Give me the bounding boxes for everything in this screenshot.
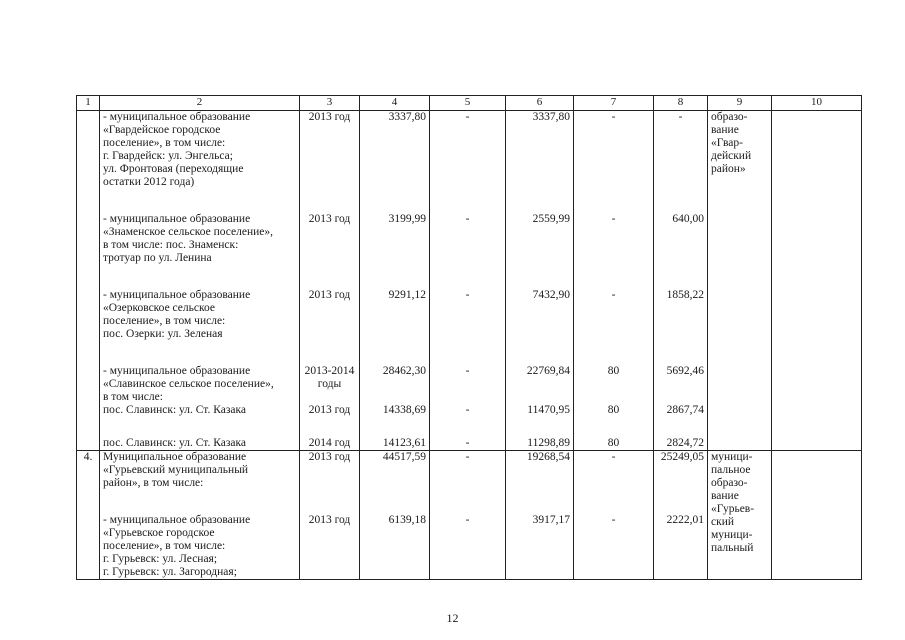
value-text: 9291,12: [388, 289, 426, 301]
value-text: -: [678, 111, 683, 123]
header-cell: 4: [360, 96, 430, 111]
header-cell: 3: [300, 96, 360, 111]
value-text: 14123,61: [382, 437, 426, 449]
value-text: -: [465, 514, 470, 526]
value-cell: [574, 451, 654, 580]
header-cell: 7: [574, 96, 654, 111]
value-text: -: [611, 289, 616, 301]
header-cell: 9: [708, 96, 772, 111]
value-text: 11298,89: [527, 437, 570, 449]
name-text: - муниципальное образование «Гурьевское городское поселение», в том числе: г. Гурьевск: ул. Лесная; г. Гурьевск: ул. Загородная;: [103, 514, 251, 578]
header-cell: 10: [772, 96, 862, 111]
value-cell: [574, 111, 654, 451]
value-text: 3917,17: [532, 514, 570, 526]
empty-cell: [772, 451, 862, 580]
value-text: -: [465, 111, 470, 123]
value-cell: [654, 111, 708, 451]
value-text: -: [465, 437, 470, 449]
value-text: 28462,30: [382, 365, 426, 377]
value-text: -: [465, 451, 470, 463]
table-row: [77, 111, 862, 451]
table-row: [77, 451, 862, 580]
value-text: -: [465, 289, 470, 301]
value-text: 80: [607, 365, 620, 377]
value-text: 80: [607, 404, 620, 416]
entity-text: образо- вание «Гвар- дейский район»: [711, 111, 752, 175]
value-cell: [360, 451, 430, 580]
header-cell: 6: [506, 96, 574, 111]
name-cell: [100, 451, 300, 580]
name-text: - муниципальное образование «Озерковское сельское поселение», в том числе: пос. Озерки: ул. Зеленая: [103, 289, 251, 340]
value-text: 5692,46: [666, 365, 704, 377]
header-row: [77, 96, 862, 111]
value-cell: [654, 451, 708, 580]
value-text: -: [465, 404, 470, 416]
value-text: -: [611, 514, 616, 526]
entity-cell: [708, 451, 772, 580]
row-number-cell: 4.: [77, 451, 100, 580]
value-cell: [506, 451, 574, 580]
name-cell: [100, 111, 300, 451]
year-text: 2013 год: [308, 111, 351, 123]
header-cell: 2: [100, 96, 300, 111]
value-text: 19268,54: [526, 451, 570, 463]
value-text: 3199,99: [388, 213, 426, 225]
value-text: -: [611, 451, 616, 463]
value-text: 7432,90: [532, 289, 570, 301]
entity-text: муници- пальное образо- вание «Гурьев- ский муници- пальный: [711, 451, 755, 554]
header-cell: 1: [77, 96, 100, 111]
year-text: 2013 год: [308, 514, 351, 526]
year-text: 2013 год: [308, 451, 351, 463]
value-text: -: [611, 111, 616, 123]
name-text: - муниципальное образование «Славинское сельское поселение», в том числе:: [103, 365, 274, 403]
value-cell: [506, 111, 574, 451]
header-cell: 5: [430, 96, 506, 111]
value-text: 640,00: [672, 213, 704, 225]
year-cell: [300, 111, 360, 451]
name-text: - муниципальное образование «Знаменское сельское поселение», в том числе: пос. Знаменск: тротуар по ул. Ленина: [103, 213, 274, 264]
value-text: 3337,80: [388, 111, 426, 123]
value-text: 2867,74: [666, 404, 704, 416]
value-text: 14338,69: [382, 404, 426, 416]
year-text: 2013 год: [308, 213, 351, 225]
name-text: пос. Славинск: ул. Ст. Казака: [103, 437, 247, 449]
value-text: 11470,95: [527, 404, 570, 416]
value-text: 1858,22: [666, 289, 704, 301]
value-text: -: [465, 365, 470, 377]
value-cell: [430, 451, 506, 580]
value-text: 80: [607, 437, 620, 449]
value-cell: [430, 111, 506, 451]
value-text: 44517,59: [382, 451, 426, 463]
year-text: 2013 год: [308, 404, 351, 416]
value-text: 2824,72: [666, 437, 704, 449]
value-text: 3337,80: [532, 111, 570, 123]
value-text: -: [611, 213, 616, 225]
year-text: 2014 год: [308, 437, 351, 449]
value-cell: [360, 111, 430, 451]
name-text: - муниципальное образование «Гвардейское городское поселение», в том числе: г. Гвардейск: ул. Энгельса; ул. Фронтовая (переходящие остатки 2012 года): [103, 111, 251, 188]
entity-cell: [708, 111, 772, 451]
empty-cell: [772, 111, 862, 451]
row-number-cell: [77, 111, 100, 451]
year-cell: [300, 451, 360, 580]
value-text: -: [465, 213, 470, 225]
name-text: Муниципальное образование «Гурьевский муниципальный район», в том числе:: [103, 451, 249, 489]
data-table: [76, 95, 862, 580]
page-number: 12: [446, 611, 459, 625]
header-cell: 8: [654, 96, 708, 111]
value-text: 6139,18: [388, 514, 426, 526]
year-text: 2013-2014 годы: [304, 365, 355, 390]
year-text: 2013 год: [308, 289, 351, 301]
value-text: 2222,01: [666, 514, 704, 526]
value-text: 22769,84: [526, 365, 570, 377]
value-text: 2559,99: [532, 213, 570, 225]
value-text: 25249,05: [660, 451, 704, 463]
name-text: пос. Славинск: ул. Ст. Казака: [103, 404, 247, 416]
